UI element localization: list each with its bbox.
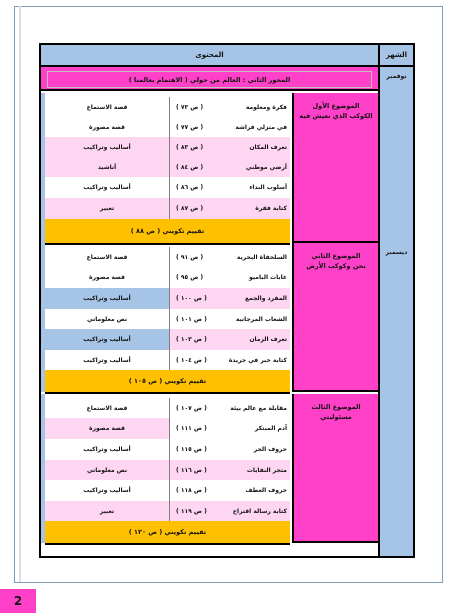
lesson-activity: قصة الاستماع bbox=[45, 398, 169, 418]
lesson-row bbox=[45, 137, 290, 158]
lesson-title-cell bbox=[169, 398, 290, 418]
lesson-page: ( ص ٧٣ ) bbox=[176, 103, 204, 111]
lesson-activity: تعبير bbox=[45, 501, 169, 521]
lesson-row bbox=[45, 198, 290, 220]
lesson-title-cell bbox=[169, 288, 290, 309]
lesson-activity: أساليب وتراكيب bbox=[45, 439, 169, 460]
lesson-activity: أناشيد bbox=[45, 157, 169, 177]
topic-subtitle: الكوكب الذي نعيش فيه bbox=[299, 112, 373, 121]
evaluation-row bbox=[45, 370, 290, 394]
lesson-page: ( ص ٨٦ ) bbox=[176, 184, 204, 191]
header-content-cell bbox=[41, 45, 378, 67]
page-number: 2 bbox=[13, 594, 23, 608]
lesson-page: ( ص ١٠٣ ) bbox=[176, 336, 207, 343]
lesson-page: ( ص ١٠٧ ) bbox=[176, 404, 207, 412]
lesson-row bbox=[45, 117, 290, 138]
lesson-page: ( ص ١٠٤ ) bbox=[176, 356, 207, 364]
lesson-title: كتابة خبر في جريدة bbox=[228, 356, 287, 364]
evaluation-label: تقييم تكويني ( ص ١٢٠ ) bbox=[128, 528, 207, 536]
page-number-badge bbox=[0, 589, 36, 613]
axis-row bbox=[41, 67, 378, 91]
lesson-title-cell bbox=[169, 117, 290, 137]
lesson-page: ( ص ١١٥ ) bbox=[176, 446, 207, 453]
lesson-row bbox=[45, 309, 290, 330]
lesson-row bbox=[45, 501, 290, 522]
lesson-row bbox=[45, 398, 290, 419]
lesson-title: المفرد والجمع bbox=[244, 295, 287, 302]
lesson-title: أسلوب النداء bbox=[249, 184, 287, 191]
evaluation-label: تقييم تكويني ( ص ٨٨ ) bbox=[130, 227, 205, 235]
lesson-activity: نص معلوماتي bbox=[45, 460, 169, 480]
month-label: ديسمبر bbox=[385, 249, 408, 256]
lesson-row bbox=[45, 177, 290, 199]
lesson-page: ( ص ١١١ ) bbox=[176, 425, 207, 432]
lesson-title-cell bbox=[169, 350, 290, 370]
lesson-title: تعرف الزمان bbox=[249, 336, 287, 343]
lesson-title: متجر النفايات bbox=[246, 466, 287, 474]
lesson-activity: نص معلوماتي bbox=[45, 309, 169, 329]
lesson-row bbox=[45, 247, 290, 268]
lesson-row bbox=[45, 97, 290, 118]
lesson-title: الشعاب المرجانية bbox=[235, 315, 287, 323]
lessons-block bbox=[45, 398, 290, 543]
lesson-page: ( ص ١٠٠ ) bbox=[176, 295, 207, 302]
topic-subtitle: نحن وكوكب الأرض bbox=[306, 262, 366, 271]
lesson-title: كتابة فقرة bbox=[255, 205, 287, 212]
lesson-page: ( ص ٨٧ ) bbox=[176, 205, 204, 212]
evaluation-row bbox=[45, 219, 290, 245]
lesson-row bbox=[45, 288, 290, 310]
lesson-activity: قصة مصورة bbox=[45, 117, 169, 137]
header-month-cell bbox=[378, 45, 413, 67]
lesson-title: تعرف المكان bbox=[249, 143, 287, 151]
lesson-activity: أساليب وتراكيب bbox=[45, 350, 169, 370]
lesson-activity: قصة الاستماع bbox=[45, 247, 169, 267]
month-label: نوفمبر bbox=[386, 73, 407, 80]
evaluation-label: تقييم تكويني ( ص ١٠٥ ) bbox=[128, 377, 207, 385]
lesson-title: حروف العطف bbox=[245, 487, 287, 494]
lesson-activity: تعبير bbox=[45, 198, 169, 219]
lesson-title-cell bbox=[169, 267, 290, 288]
lesson-row bbox=[45, 460, 290, 481]
lesson-row bbox=[45, 418, 290, 440]
topic-subtitle: مسئوليتي bbox=[320, 413, 352, 422]
lesson-activity: أساليب وتراكيب bbox=[45, 288, 169, 309]
lesson-page: ( ص ١١٦ ) bbox=[176, 466, 207, 474]
lesson-title-cell bbox=[169, 329, 290, 350]
lesson-title-cell bbox=[169, 247, 290, 267]
lesson-title-cell bbox=[169, 157, 290, 177]
lesson-page: ( ص ١١٩ ) bbox=[176, 507, 207, 515]
topic-title: الموضوع الثاني bbox=[311, 252, 361, 260]
month-column bbox=[378, 67, 413, 556]
lesson-activity: أساليب وتراكيب bbox=[45, 480, 169, 501]
header-month-label: الشهر bbox=[385, 50, 408, 59]
lesson-page: ( ص ١٠١ ) bbox=[176, 315, 207, 323]
lesson-title: حروف الجر bbox=[253, 446, 287, 453]
lesson-title-cell bbox=[169, 501, 290, 521]
topic-title: الموضوع الأول bbox=[312, 102, 360, 110]
lesson-row bbox=[45, 157, 290, 178]
lesson-activity: أساليب وتراكيب bbox=[45, 137, 169, 157]
lesson-title-cell bbox=[169, 177, 290, 198]
lesson-title-cell bbox=[169, 439, 290, 460]
axis-title: المحور الثاني : العالم من حولي ( الاهتمام بعالمنا ) bbox=[47, 71, 372, 88]
lesson-title: السلحفاة البحرية bbox=[236, 253, 287, 261]
lesson-title-cell bbox=[169, 460, 290, 480]
frame-accent-line bbox=[19, 6, 21, 582]
lesson-page: ( ص ٨٣ ) bbox=[176, 143, 204, 151]
lesson-title: غابات الباميو bbox=[249, 274, 287, 281]
lesson-activity: أساليب وتراكيب bbox=[45, 177, 169, 198]
topic-cell bbox=[292, 394, 378, 543]
topic-cell bbox=[292, 93, 378, 243]
evaluation-row bbox=[45, 521, 290, 545]
lesson-row bbox=[45, 350, 290, 371]
lesson-activity: قصة الاستماع bbox=[45, 97, 169, 117]
topic-title: الموضوع الثالث bbox=[311, 403, 361, 411]
lesson-page: ( ص ٩١ ) bbox=[176, 253, 204, 261]
lesson-title: آدم المبتكر bbox=[254, 425, 287, 432]
lesson-title-cell bbox=[169, 480, 290, 501]
curriculum-table bbox=[39, 43, 415, 558]
lesson-row bbox=[45, 480, 290, 502]
lessons-block bbox=[45, 97, 290, 243]
lesson-title: كتابة رسالة اقتراح bbox=[232, 507, 287, 515]
lesson-title-cell bbox=[169, 309, 290, 329]
lesson-activity: قصة مصورة bbox=[45, 267, 169, 288]
lesson-title: أرضي موطني bbox=[245, 163, 287, 171]
lessons-block bbox=[45, 247, 290, 392]
lesson-title-cell bbox=[169, 97, 290, 117]
lesson-page: ( ص ٩٥ ) bbox=[176, 274, 204, 281]
lesson-title-cell bbox=[169, 198, 290, 219]
lesson-page: ( ص ١١٨ ) bbox=[176, 487, 207, 494]
lesson-activity: قصة مصورة bbox=[45, 418, 169, 439]
lesson-title: فكرة ومعلومة bbox=[245, 103, 287, 111]
lesson-page: ( ص ٨٤ ) bbox=[176, 163, 204, 171]
lesson-title: مقابلة مع عالم بيئة bbox=[230, 404, 287, 412]
lesson-activity: أساليب وتراكيب bbox=[45, 329, 169, 350]
lesson-page: ( ص ٧٧ ) bbox=[176, 123, 204, 131]
header-content-label: المحتوى bbox=[195, 50, 224, 59]
lesson-title: في منزلي فراشة bbox=[235, 123, 287, 131]
lesson-row bbox=[45, 329, 290, 351]
topic-cell bbox=[292, 243, 378, 392]
lesson-row bbox=[45, 267, 290, 289]
lesson-row bbox=[45, 439, 290, 461]
lesson-title-cell bbox=[169, 137, 290, 157]
lesson-title-cell bbox=[169, 418, 290, 439]
